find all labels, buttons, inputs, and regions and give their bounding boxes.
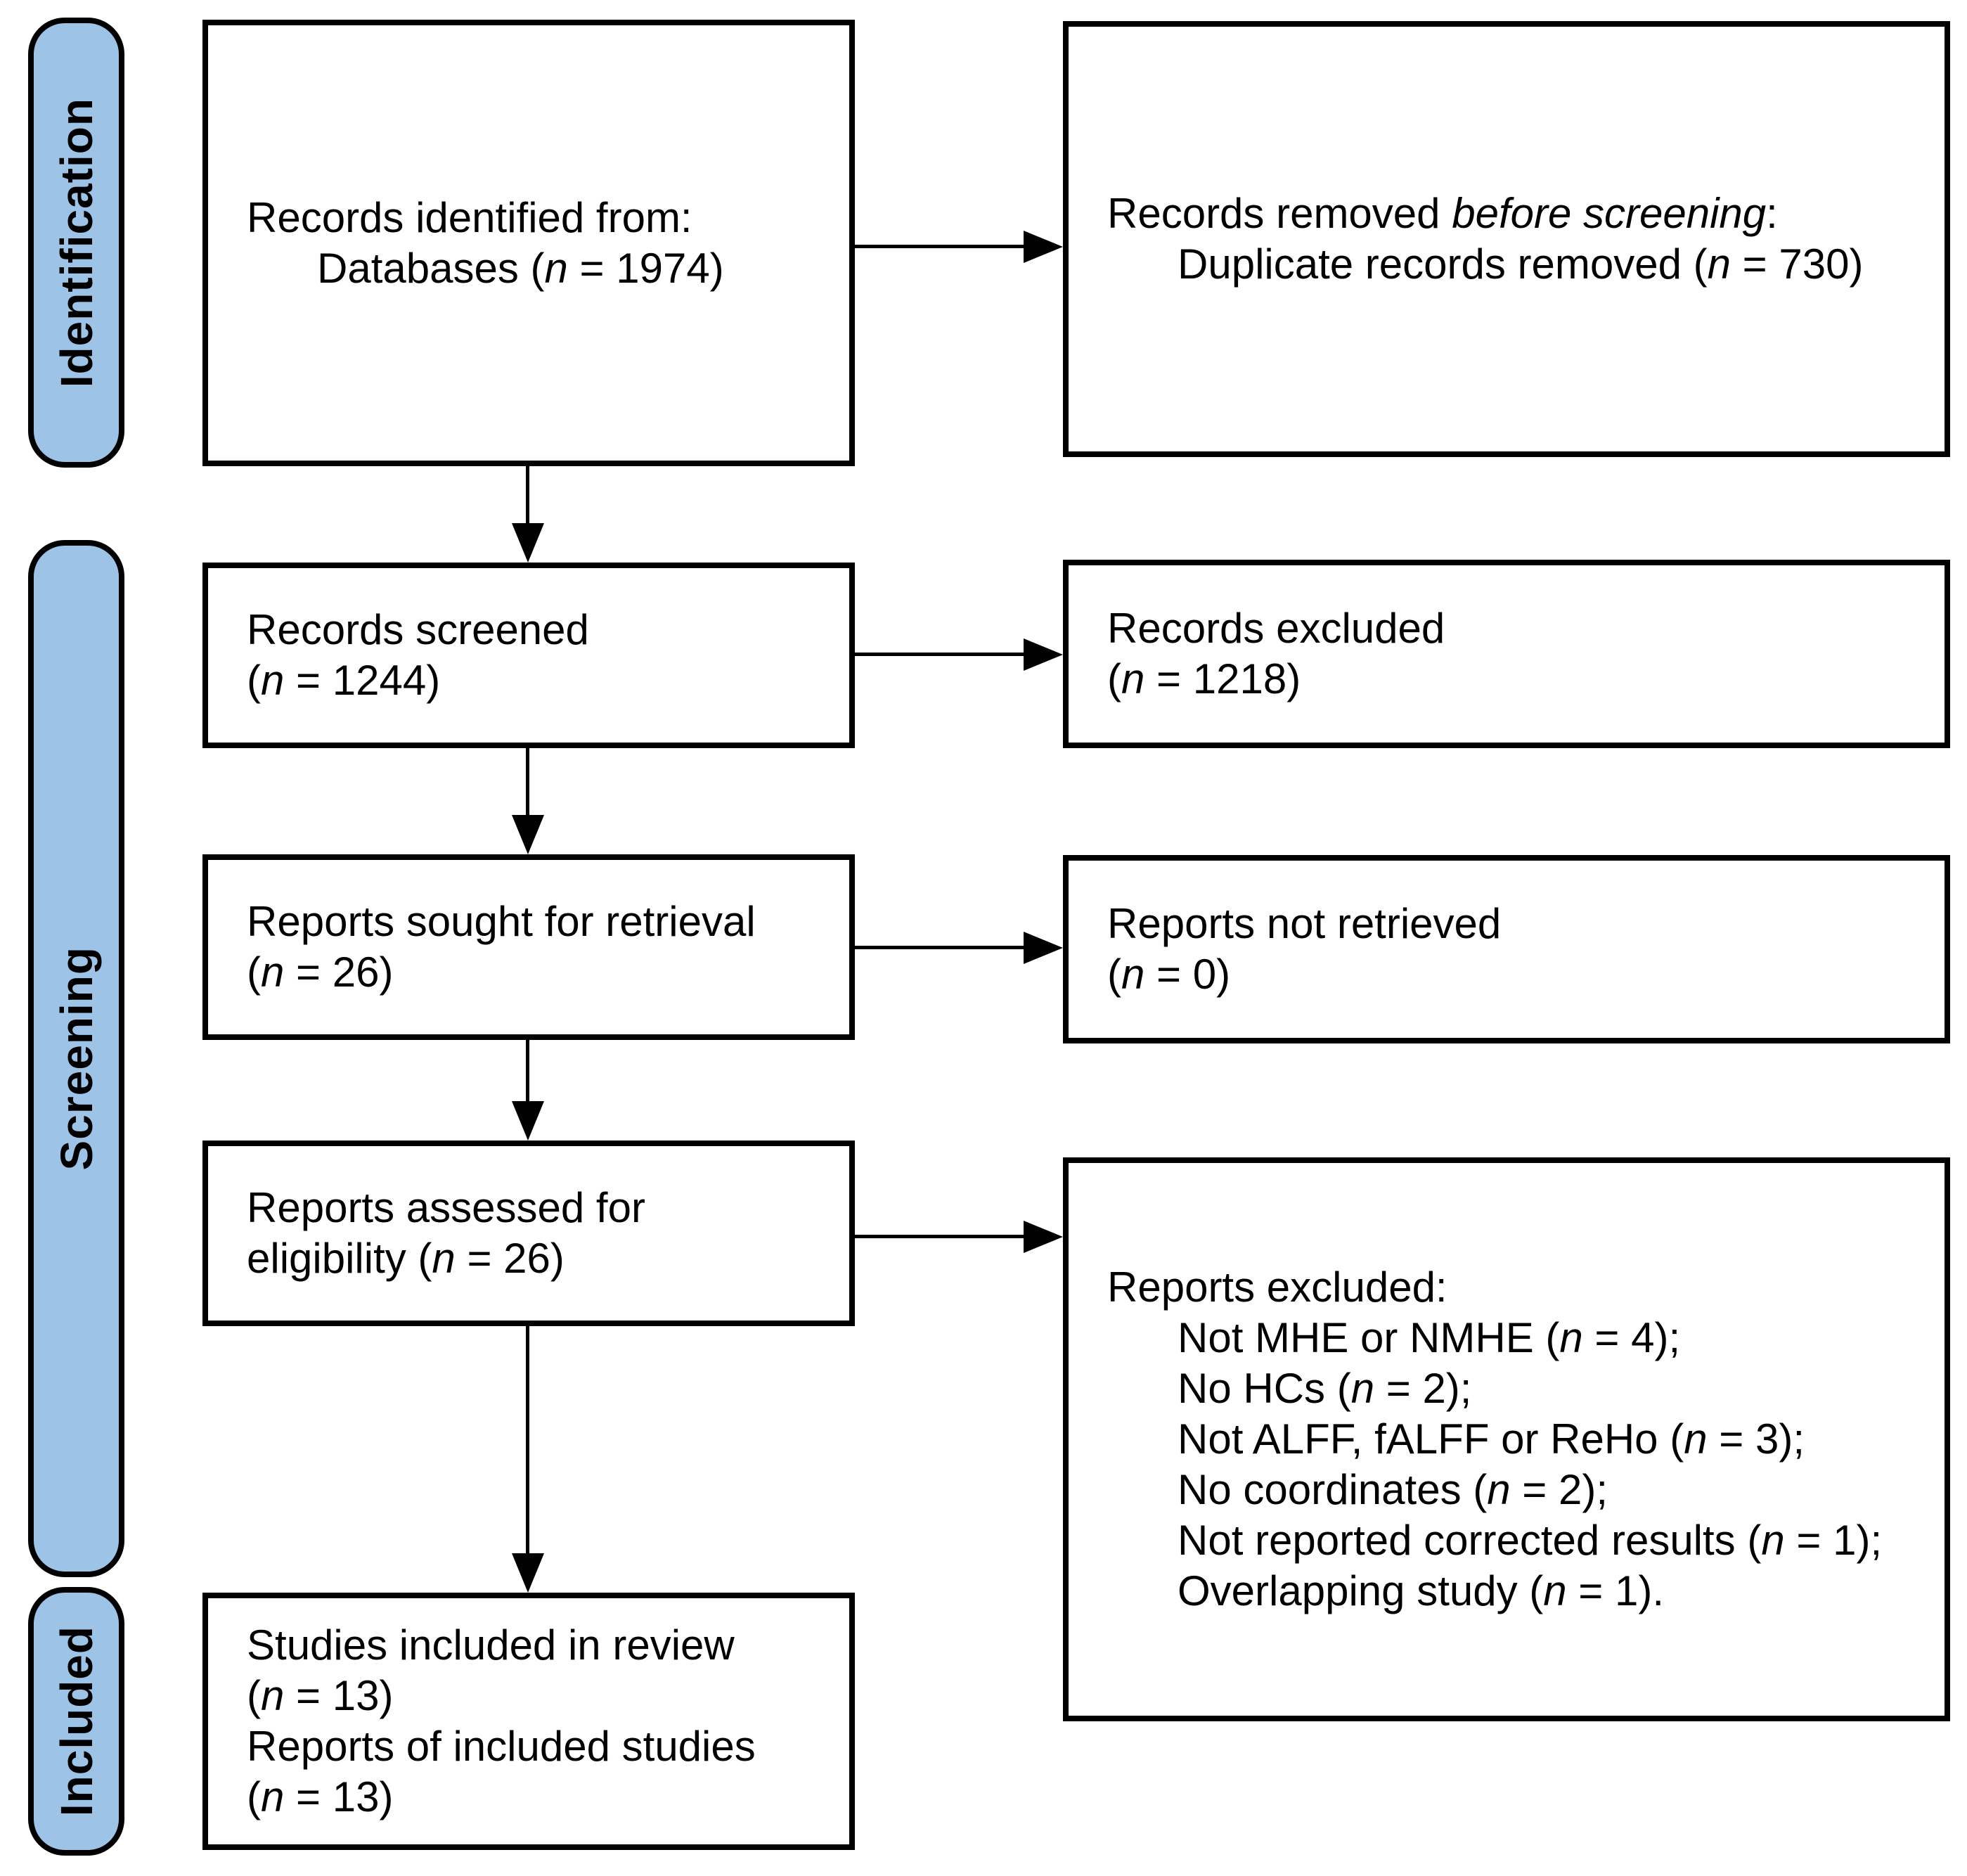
box-line: (n = 1218) xyxy=(1107,655,1301,702)
flow-box-records-removed xyxy=(1063,21,1950,457)
box-line: Records screened xyxy=(247,606,589,653)
box-line: Records identified from: xyxy=(247,193,692,241)
flow-box-reports-excluded xyxy=(1063,1157,1950,1721)
stage-label-included: Included xyxy=(51,1626,102,1817)
box-line: Reports of included studies xyxy=(247,1723,756,1770)
box-line: Reports sought for retrieval xyxy=(247,898,756,945)
arrowhead-down-icon xyxy=(512,1101,544,1141)
flow-box-reports-sought xyxy=(202,854,855,1040)
connector-screened-to-sought xyxy=(526,748,529,816)
arrowhead-right-icon xyxy=(1024,231,1063,263)
stage-pill-included xyxy=(28,1587,124,1856)
connector-identified-to-removed xyxy=(855,245,1025,248)
box-line: (n = 13) xyxy=(247,1672,394,1719)
box-line: Databases (n = 1974) xyxy=(317,244,724,292)
box-line: No coordinates (n = 2); xyxy=(1178,1466,1608,1513)
stage-pill-identification xyxy=(28,18,124,468)
connector-sought-to-not-retrieved xyxy=(855,946,1025,949)
box-line: Reports assessed for xyxy=(247,1184,645,1231)
box-line: Records excluded xyxy=(1107,605,1445,652)
box-line: Not ALFF, fALFF or ReHo (n = 3); xyxy=(1178,1415,1805,1463)
stage-label-identification: Identification xyxy=(51,97,102,388)
stage-pill-screening xyxy=(28,540,124,1577)
box-line: eligibility (n = 26) xyxy=(247,1235,565,1282)
box-line: (n = 13) xyxy=(247,1773,394,1820)
box-line: (n = 0) xyxy=(1107,951,1231,998)
arrowhead-right-icon xyxy=(1024,932,1063,964)
arrowhead-down-icon xyxy=(512,815,544,854)
connector-screened-to-excluded xyxy=(855,653,1025,656)
flow-box-studies-included xyxy=(202,1593,855,1850)
box-line: Records removed before screening: xyxy=(1107,190,1778,237)
connector-assessed-to-reports-excluded xyxy=(855,1235,1025,1238)
flow-box-reports-assessed xyxy=(202,1141,855,1326)
box-line: Not reported corrected results (n = 1); xyxy=(1178,1517,1883,1564)
arrowhead-right-icon xyxy=(1024,1221,1063,1253)
box-line: No HCs (n = 2); xyxy=(1178,1365,1472,1412)
flow-box-reports-not-retrieved xyxy=(1063,855,1950,1043)
connector-sought-to-assessed xyxy=(526,1040,529,1103)
box-line: Reports excluded: xyxy=(1107,1264,1447,1311)
box-line: Overlapping study (n = 1). xyxy=(1178,1567,1665,1614)
connector-identified-to-screened xyxy=(526,466,529,526)
arrowhead-down-icon xyxy=(512,523,544,563)
box-line: Duplicate records removed (n = 730) xyxy=(1178,240,1864,288)
box-line: (n = 1244) xyxy=(247,657,441,704)
box-line: Not MHE or NMHE (n = 4); xyxy=(1178,1314,1681,1361)
box-line: Studies included in review xyxy=(247,1621,735,1669)
flow-box-records-identified xyxy=(202,20,855,466)
flow-box-records-excluded xyxy=(1063,560,1950,748)
flow-box-records-screened xyxy=(202,563,855,748)
connector-assessed-to-included xyxy=(526,1326,529,1555)
arrowhead-down-icon xyxy=(512,1553,544,1593)
box-line: (n = 26) xyxy=(247,949,394,996)
box-line: Reports not retrieved xyxy=(1107,900,1502,947)
stage-label-screening: Screening xyxy=(51,946,102,1171)
arrowhead-right-icon xyxy=(1024,638,1063,671)
